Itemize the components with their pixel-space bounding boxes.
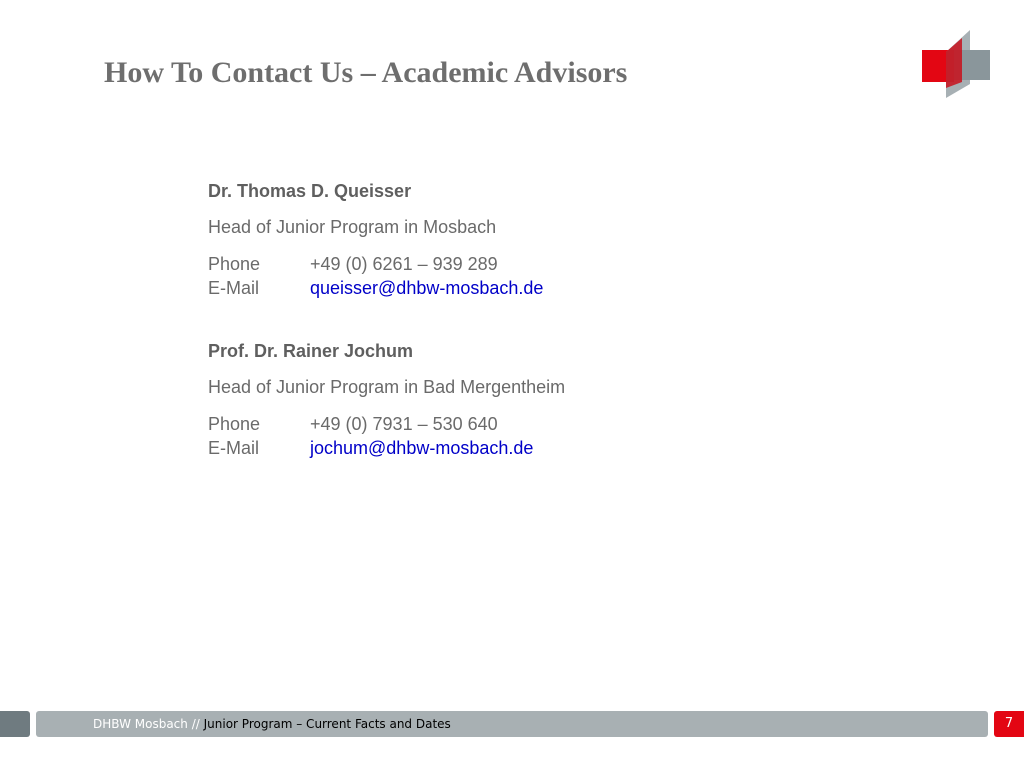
email-link[interactable]: queisser@dhbw-mosbach.de <box>310 278 544 298</box>
phone-label: Phone <box>208 254 261 274</box>
email-row <box>208 276 808 300</box>
footer-text <box>93 717 451 731</box>
contact-card <box>208 340 808 460</box>
footer-left-block <box>0 711 30 737</box>
contact-role: Head of Junior Program in Bad Mergentheim <box>208 377 566 397</box>
footer-separator: // <box>191 717 200 731</box>
slide-title: How To Contact Us – Academic Advisors <box>104 56 628 89</box>
footer-subtitle: Junior Program – Current Facts and Dates <box>203 717 451 731</box>
email-label: E-Mail <box>208 278 260 298</box>
contact-card <box>208 180 808 300</box>
contact-name: Dr. Thomas D. Queisser <box>208 181 412 201</box>
phone-row <box>208 252 808 276</box>
email-label: E-Mail <box>208 438 260 458</box>
contacts-list <box>208 180 808 488</box>
footer-org: DHBW Mosbach <box>93 717 188 731</box>
footer-bar <box>36 711 988 737</box>
page-number: 7 <box>994 711 1024 737</box>
phone-row <box>208 412 808 436</box>
phone-number: +49 (0) 6261 – 939 289 <box>310 254 498 274</box>
phone-number: +49 (0) 7931 – 530 640 <box>310 414 498 434</box>
email-row <box>208 436 808 460</box>
email-link[interactable]: jochum@dhbw-mosbach.de <box>310 438 534 458</box>
contact-role: Head of Junior Program in Mosbach <box>208 217 497 237</box>
contact-name: Prof. Dr. Rainer Jochum <box>208 341 414 361</box>
phone-label: Phone <box>208 414 261 434</box>
dhbw-logo-icon <box>918 28 992 100</box>
